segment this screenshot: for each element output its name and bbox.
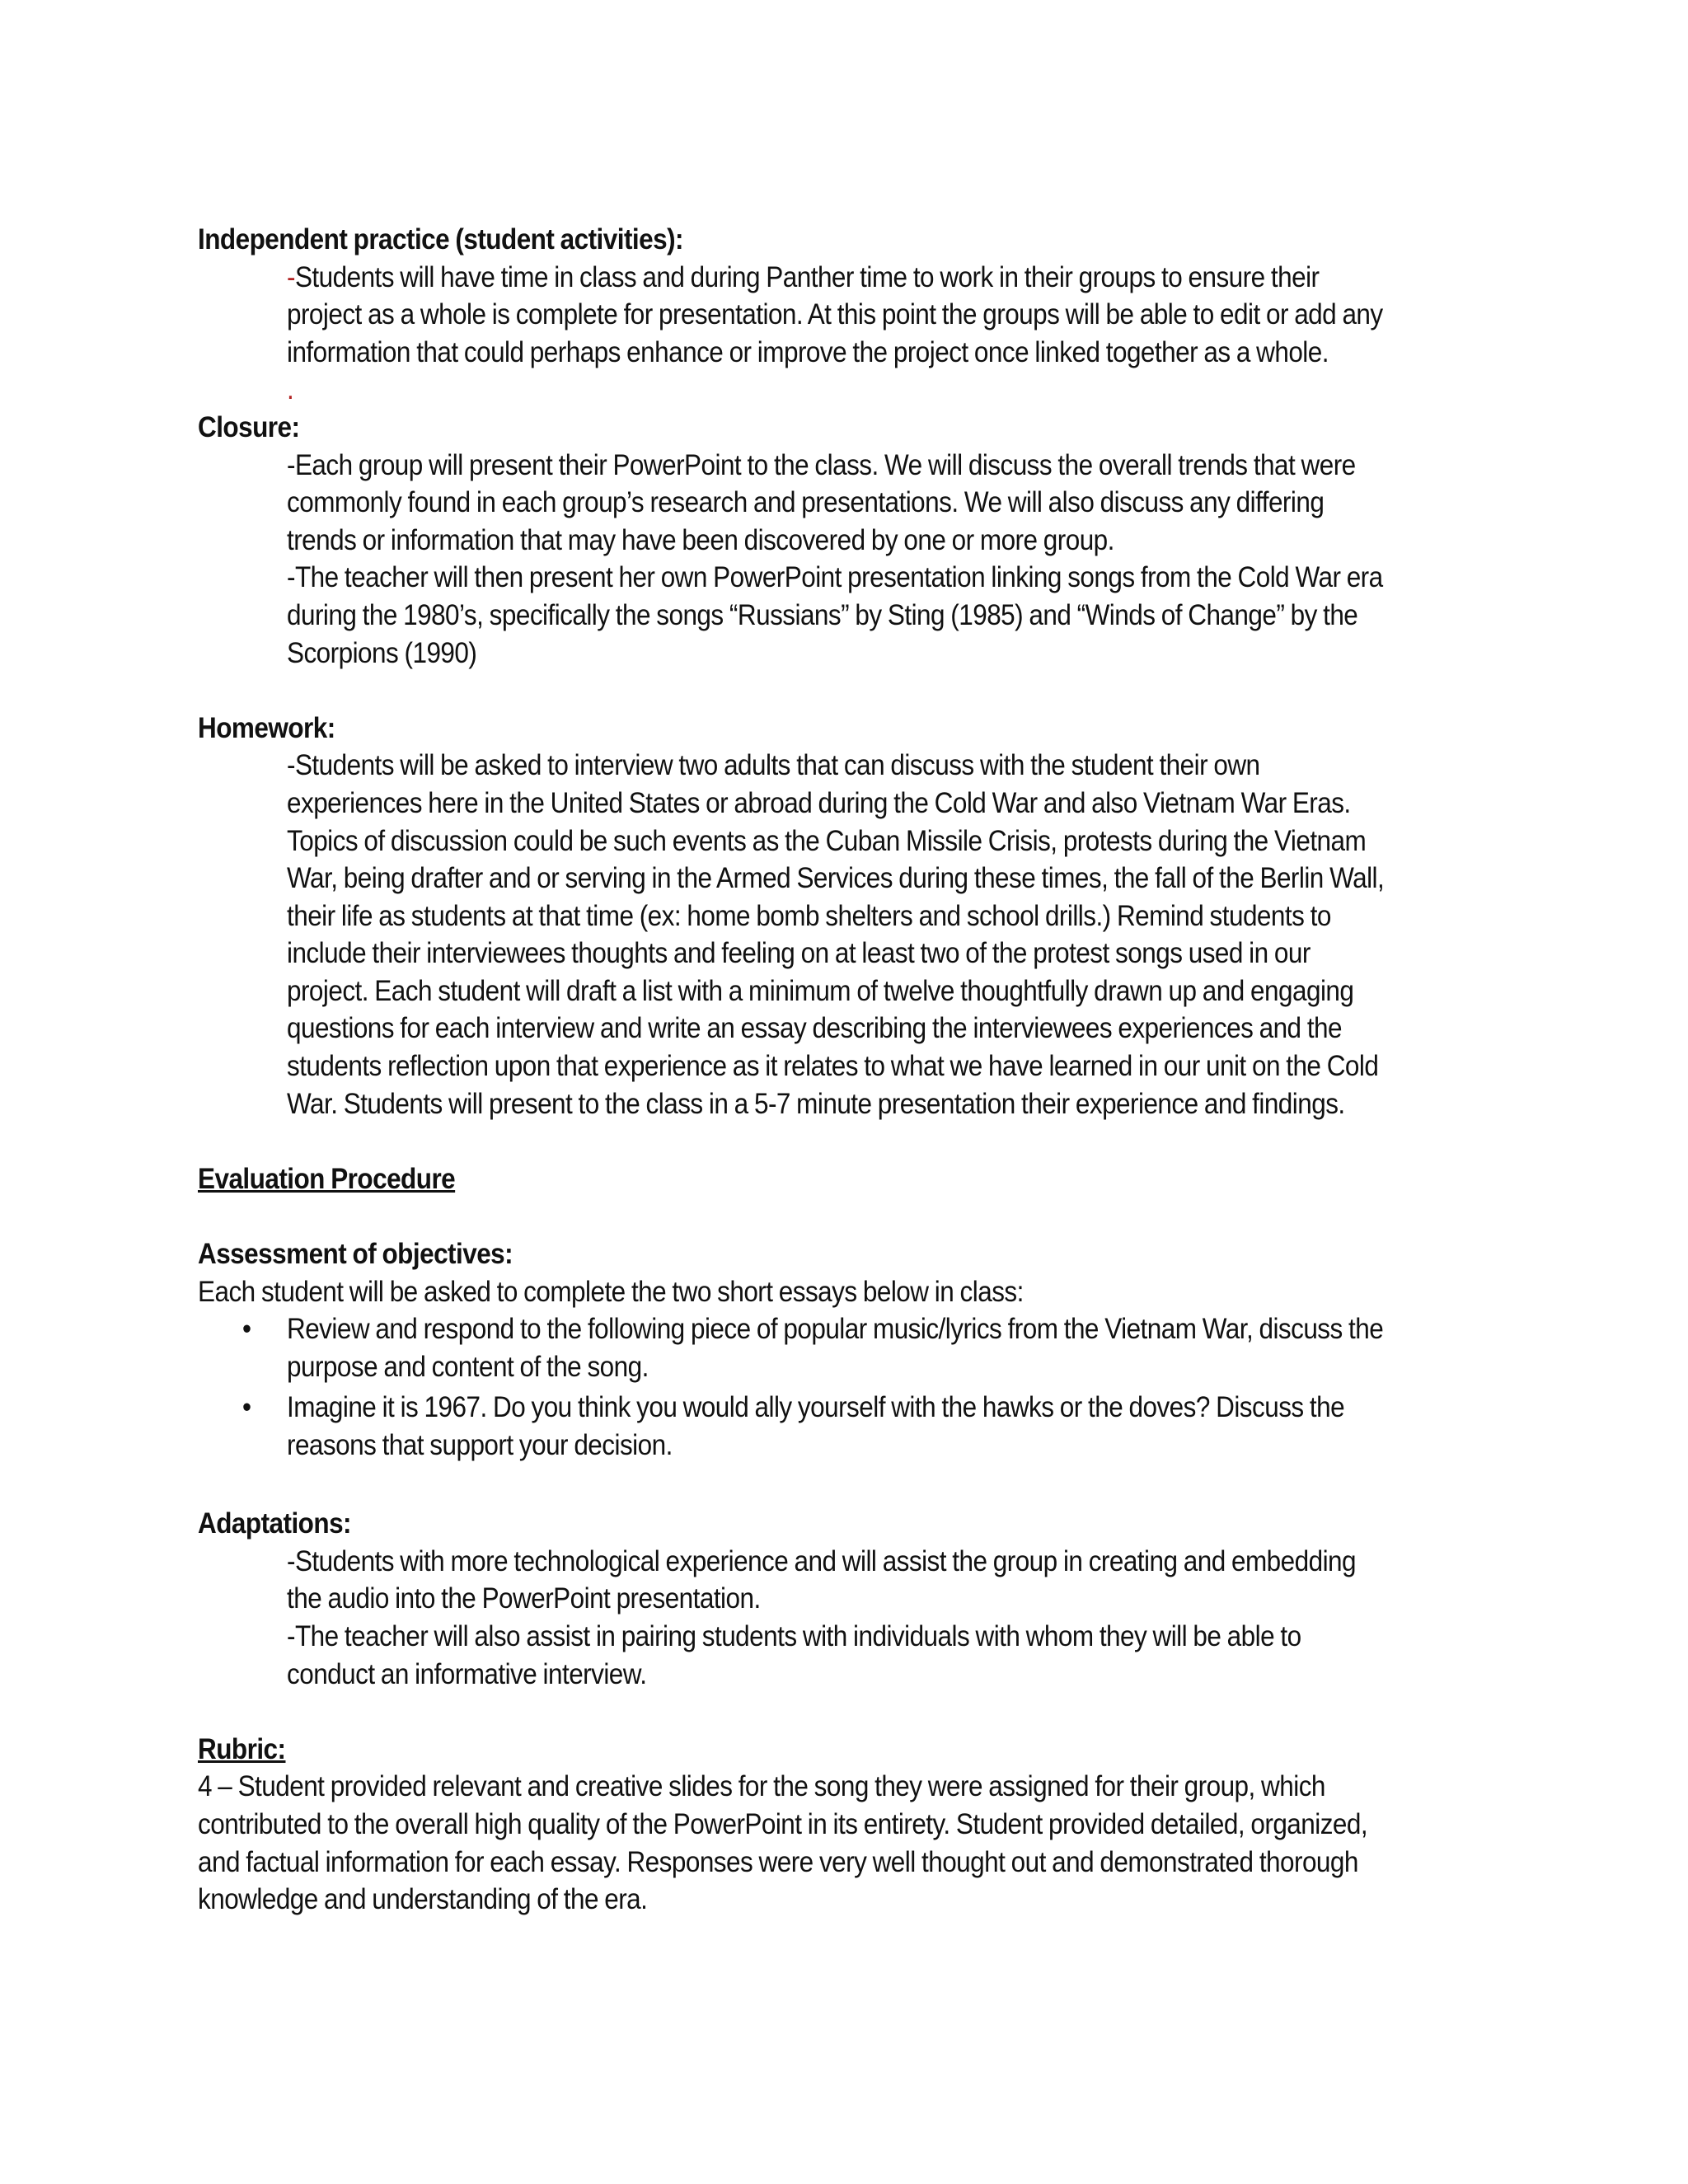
homework-paragraph: -Students will be asked to interview two adults that can discuss with the student their own experiences here in the United States or abroad during the Cold War and also Vietnam War Eras. Topics of discussion could be such events as the Cuban Missile Crisis, protests during the Vietnam War, being drafter and or serving in the Armed Services during these times, the fall of the Berlin Wall, their life as students at that time (ex: home bomb shelters and school drills.) Remind students to include their interviewees thoughts and feeling on at least two of the protest songs used in our project. Each student will draft a list with a minimum of twelve thoughtfully drawn up and engaging questions for each interview and write an essay describing the interviewees experiences and the students reflection upon that experience as it relates to what we have learned in our unit on the Cold War. Students will present to the class in a 5-7 minute presentation their experience and findings. [287, 749, 1385, 1120]
rubric-heading: Rubric: [198, 1732, 286, 1765]
assessment-item-1: Review and respond to the following piece of popular music/lyrics from the Vietnam War, discuss the purpose and content of the song. [287, 1313, 1384, 1383]
evaluation-procedure-heading: Evaluation Procedure [198, 1162, 456, 1195]
adaptations-paragraph-2: -The teacher will also assist in pairing students with individuals with whom they will be able to conduct an informative interview. [287, 1619, 1301, 1690]
adaptations-body [287, 1543, 1385, 1693]
closure-heading: Closure: [198, 410, 300, 443]
rubric-paragraph: 4 – Student provided relevant and creative slides for the song they were assigned for their group, which contributed to the overall high quality of the PowerPoint in its entirety. Student provided detailed, organized, and factual information for each essay. Responses were very well thought out and demonstrated thorough knowledge and understanding of the era. [198, 1770, 1368, 1916]
stray-dot: . [287, 373, 294, 406]
bullet-icon: • [242, 1391, 251, 1424]
assessment-item-2: Imagine it is 1967. Do you think you would ally yourself with the hawks or the doves? Discuss the reasons that support your decision. [287, 1391, 1345, 1461]
adaptations-heading: Adaptations: [198, 1507, 352, 1540]
independent-practice-body [287, 259, 1385, 409]
adaptations-paragraph-1: -Students with more technological experience and will assist the group in creating and embedding the audio into the PowerPoint presentation. [287, 1544, 1357, 1615]
spacer [198, 672, 1385, 710]
homework-body [287, 747, 1385, 1122]
red-dash: - [287, 260, 295, 293]
list-item [198, 1389, 1385, 1464]
list-item [198, 1310, 1385, 1385]
assessment-list [198, 1310, 1385, 1464]
closure-body [287, 447, 1385, 673]
spacer [198, 1197, 1385, 1235]
independent-practice-paragraph [287, 259, 1385, 372]
independent-practice-heading: Independent practice (student activities): [198, 223, 683, 255]
independent-practice-text: Students will have time in class and during Panther time to work in their groups to ensure their project as a whole is complete for presentation. At this point the groups will be able to edit or add any information that could perhaps enhance or improve the project once linked together as a whole. [287, 260, 1383, 368]
homework-heading: Homework: [198, 711, 335, 744]
spacer [198, 1122, 1385, 1160]
closure-paragraph-1: -Each group will present their PowerPoint to the class. We will discuss the overall trends that were commonly found in each group’s research and presentations. We will also discuss any differing trends or information that may have been discovered by one or more group. [287, 448, 1356, 556]
document-page [198, 221, 1385, 1919]
spacer [198, 1468, 1385, 1506]
bullet-icon: • [242, 1313, 251, 1346]
closure-paragraph-2: -The teacher will then present her own PowerPoint presentation linking songs from the Cold War era during the 1980’s, specifically the songs “Russians” by Sting (1985) and “Winds of Change” by the Scorpions (1990) [287, 561, 1383, 669]
spacer [198, 1693, 1385, 1731]
assessment-intro: Each student will be asked to complete the two short essays below in class: [198, 1275, 1024, 1308]
assessment-heading: Assessment of objectives: [198, 1238, 513, 1271]
